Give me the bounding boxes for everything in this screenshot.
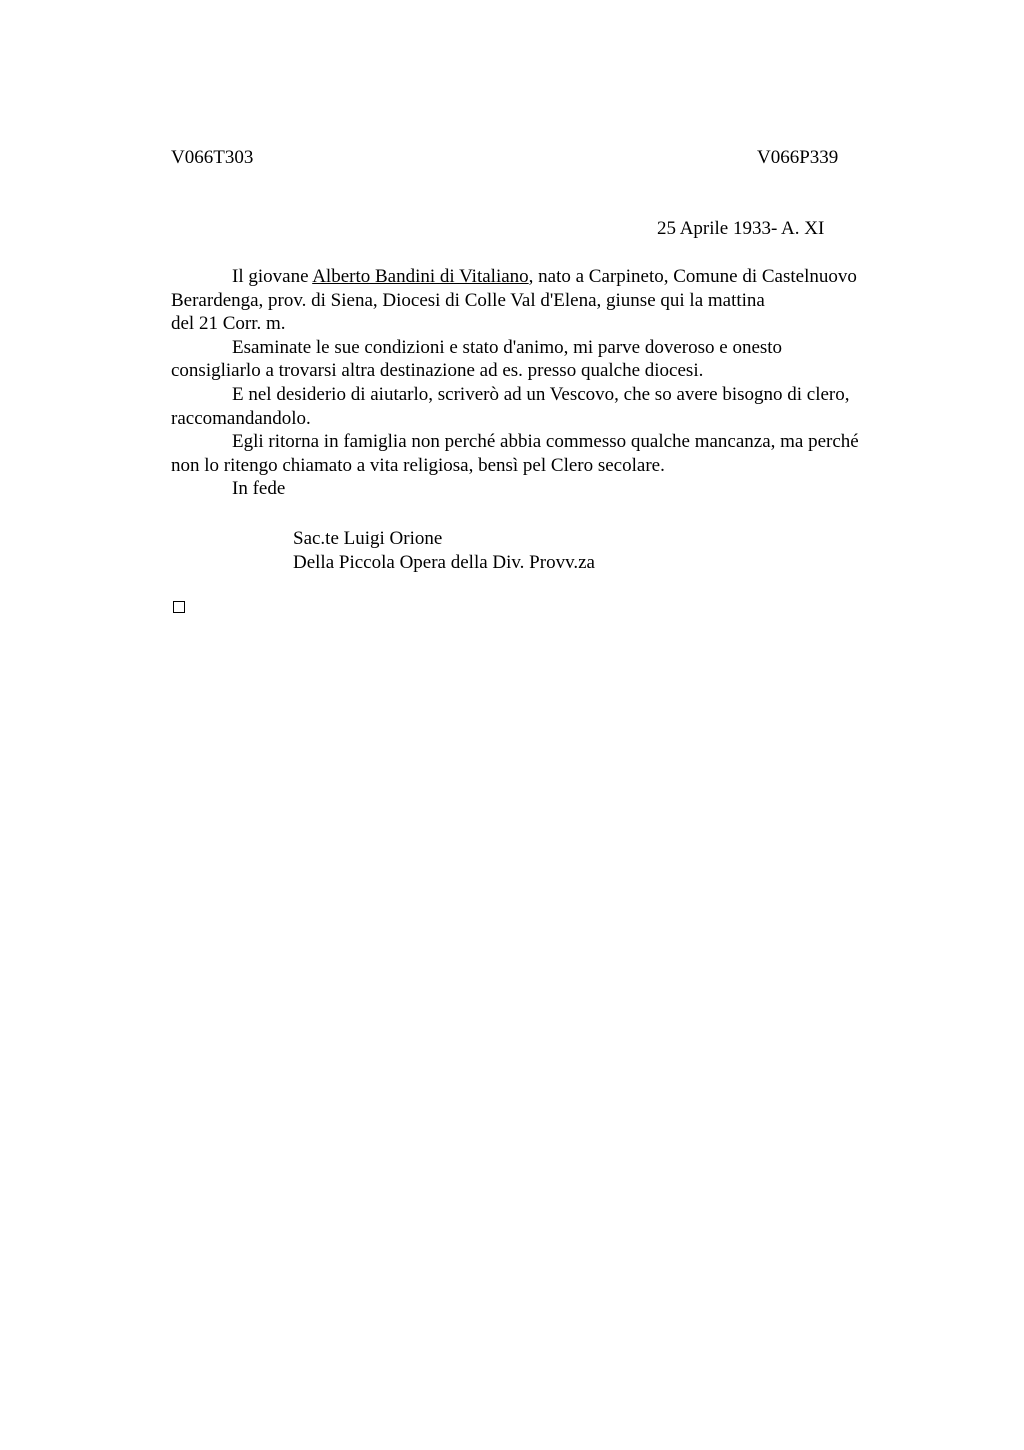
paragraph-2-line-2: consigliarlo a trovarsi altra destinazione ad es. presso qualche diocesi.	[171, 360, 704, 382]
square-outline-icon	[173, 601, 185, 613]
document-reference-left: V066T303	[171, 147, 254, 168]
paragraph-4-line-1: Egli ritorna in famiglia non perché abbia commesso qualche mancanza, ma perché	[232, 431, 859, 453]
paragraph-1-rest: , nato a Carpineto, Comune di Castelnuovo	[528, 266, 857, 287]
paragraph-1-line-2: Berardenga, prov. di Siena, Diocesi di Colle Val d'Elena, giunse qui la mattina	[171, 289, 765, 311]
paragraph-1-line-3: del 21 Corr. m.	[171, 313, 286, 335]
paragraph-2-line-1: Esaminate le sue condizioni e stato d'animo, mi parve doveroso e onesto	[232, 336, 783, 358]
paragraph-3-line-2: raccomandandolo.	[171, 407, 311, 429]
paragraph-3-line-1: E nel desiderio di aiutarlo, scriverò ad un Vescovo, che so avere bisogno di clero,	[232, 383, 850, 405]
document-reference-right: V066P339	[757, 147, 839, 168]
letter-date: 25 Aprile 1933- A. XI	[657, 218, 825, 239]
paragraph-1-intro: Il giovane	[232, 266, 313, 287]
signatory-organization: Della Piccola Opera della Div. Provv.za	[293, 552, 595, 573]
closing-line: In fede	[232, 478, 286, 500]
person-name: Alberto Bandini di Vitaliano	[312, 266, 529, 287]
paragraph-4-line-2: non lo ritengo chiamato a vita religiosa, bensì pel Clero secolare.	[171, 454, 665, 476]
signatory-name: Sac.te Luigi Orione	[293, 528, 443, 549]
letter-body	[171, 265, 931, 501]
paragraph-1-line-1	[171, 265, 931, 289]
signature-block	[293, 527, 595, 575]
